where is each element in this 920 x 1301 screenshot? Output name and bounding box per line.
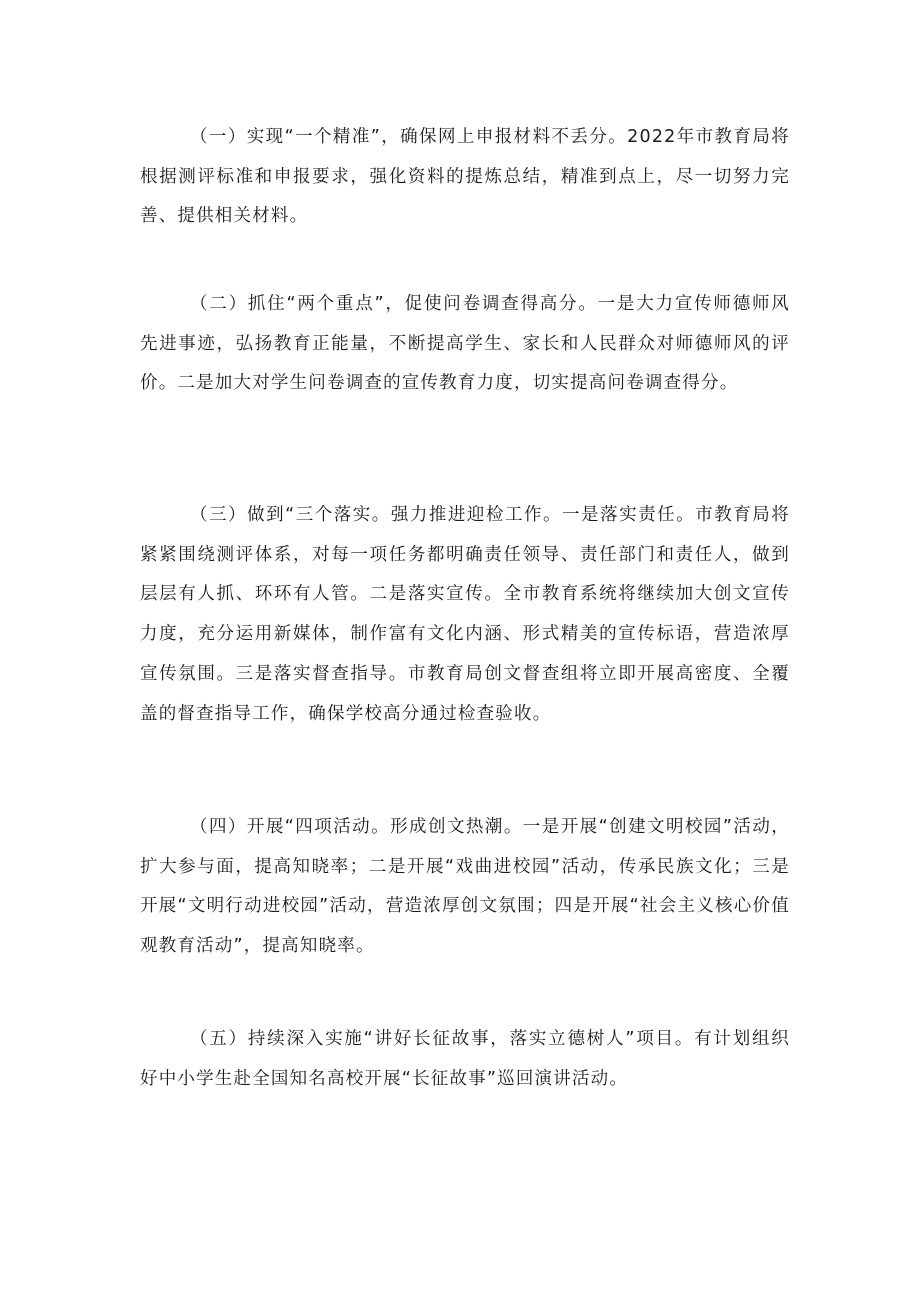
paragraph-1: （一）实现“一个精准”，确保网上申报材料不丢分。2022年市教育局将根据测评标准和申报要求，强化资料的提炼总结，精准到点上，尽一切努力完善、提供相关材料。 xyxy=(140,127,790,227)
paragraph-3: （三）做到“三个落实。强力推进迎检工作。一是落实责任。市教育局将紧紧围绕测评体系，对每一项任务都明确责任领导、责任部门和责任人，做到层层有人抓、环环有人管。二是落实宣传。全市教育系统将继续加大创文宣传力度，充分运用新媒体，制作富有文化内涵、形式精美的宣传标语，营造浓厚宣传氛围。三是落实督查指导。市教育局创文督查组将立即开展高密度、全覆盖的督查指导工作，确保学校高分通过检查验收。 xyxy=(140,505,790,724)
paragraph-2: （二）抓住“两个重点”，促使问卷调查得高分。一是大力宣传师德师风先进事迹，弘扬教育正能量，不断提高学生、家长和人民群众对师德师风的评价。二是加大对学生问卷调查的宣传教育力度，切实提高问卷调查得分。 xyxy=(140,294,790,394)
paragraph-4: （四）开展“四项活动。形成创文热潮。一是开展“创建文明校园”活动，扩大参与面，提高知晓率；二是开展“戏曲进校园”活动，传承民族文化；三是开展“文明行动进校园”活动，营造浓厚创文氛围；四是开展“社会主义核心价值观教育活动”，提高知晓率。 xyxy=(140,817,790,957)
paragraph-5: （五）持续深入实施“讲好长征故事，落实立德树人”项目。有计划组织好中小学生赴全国知名高校开展“长征故事”巡回演讲活动。 xyxy=(140,1029,790,1089)
